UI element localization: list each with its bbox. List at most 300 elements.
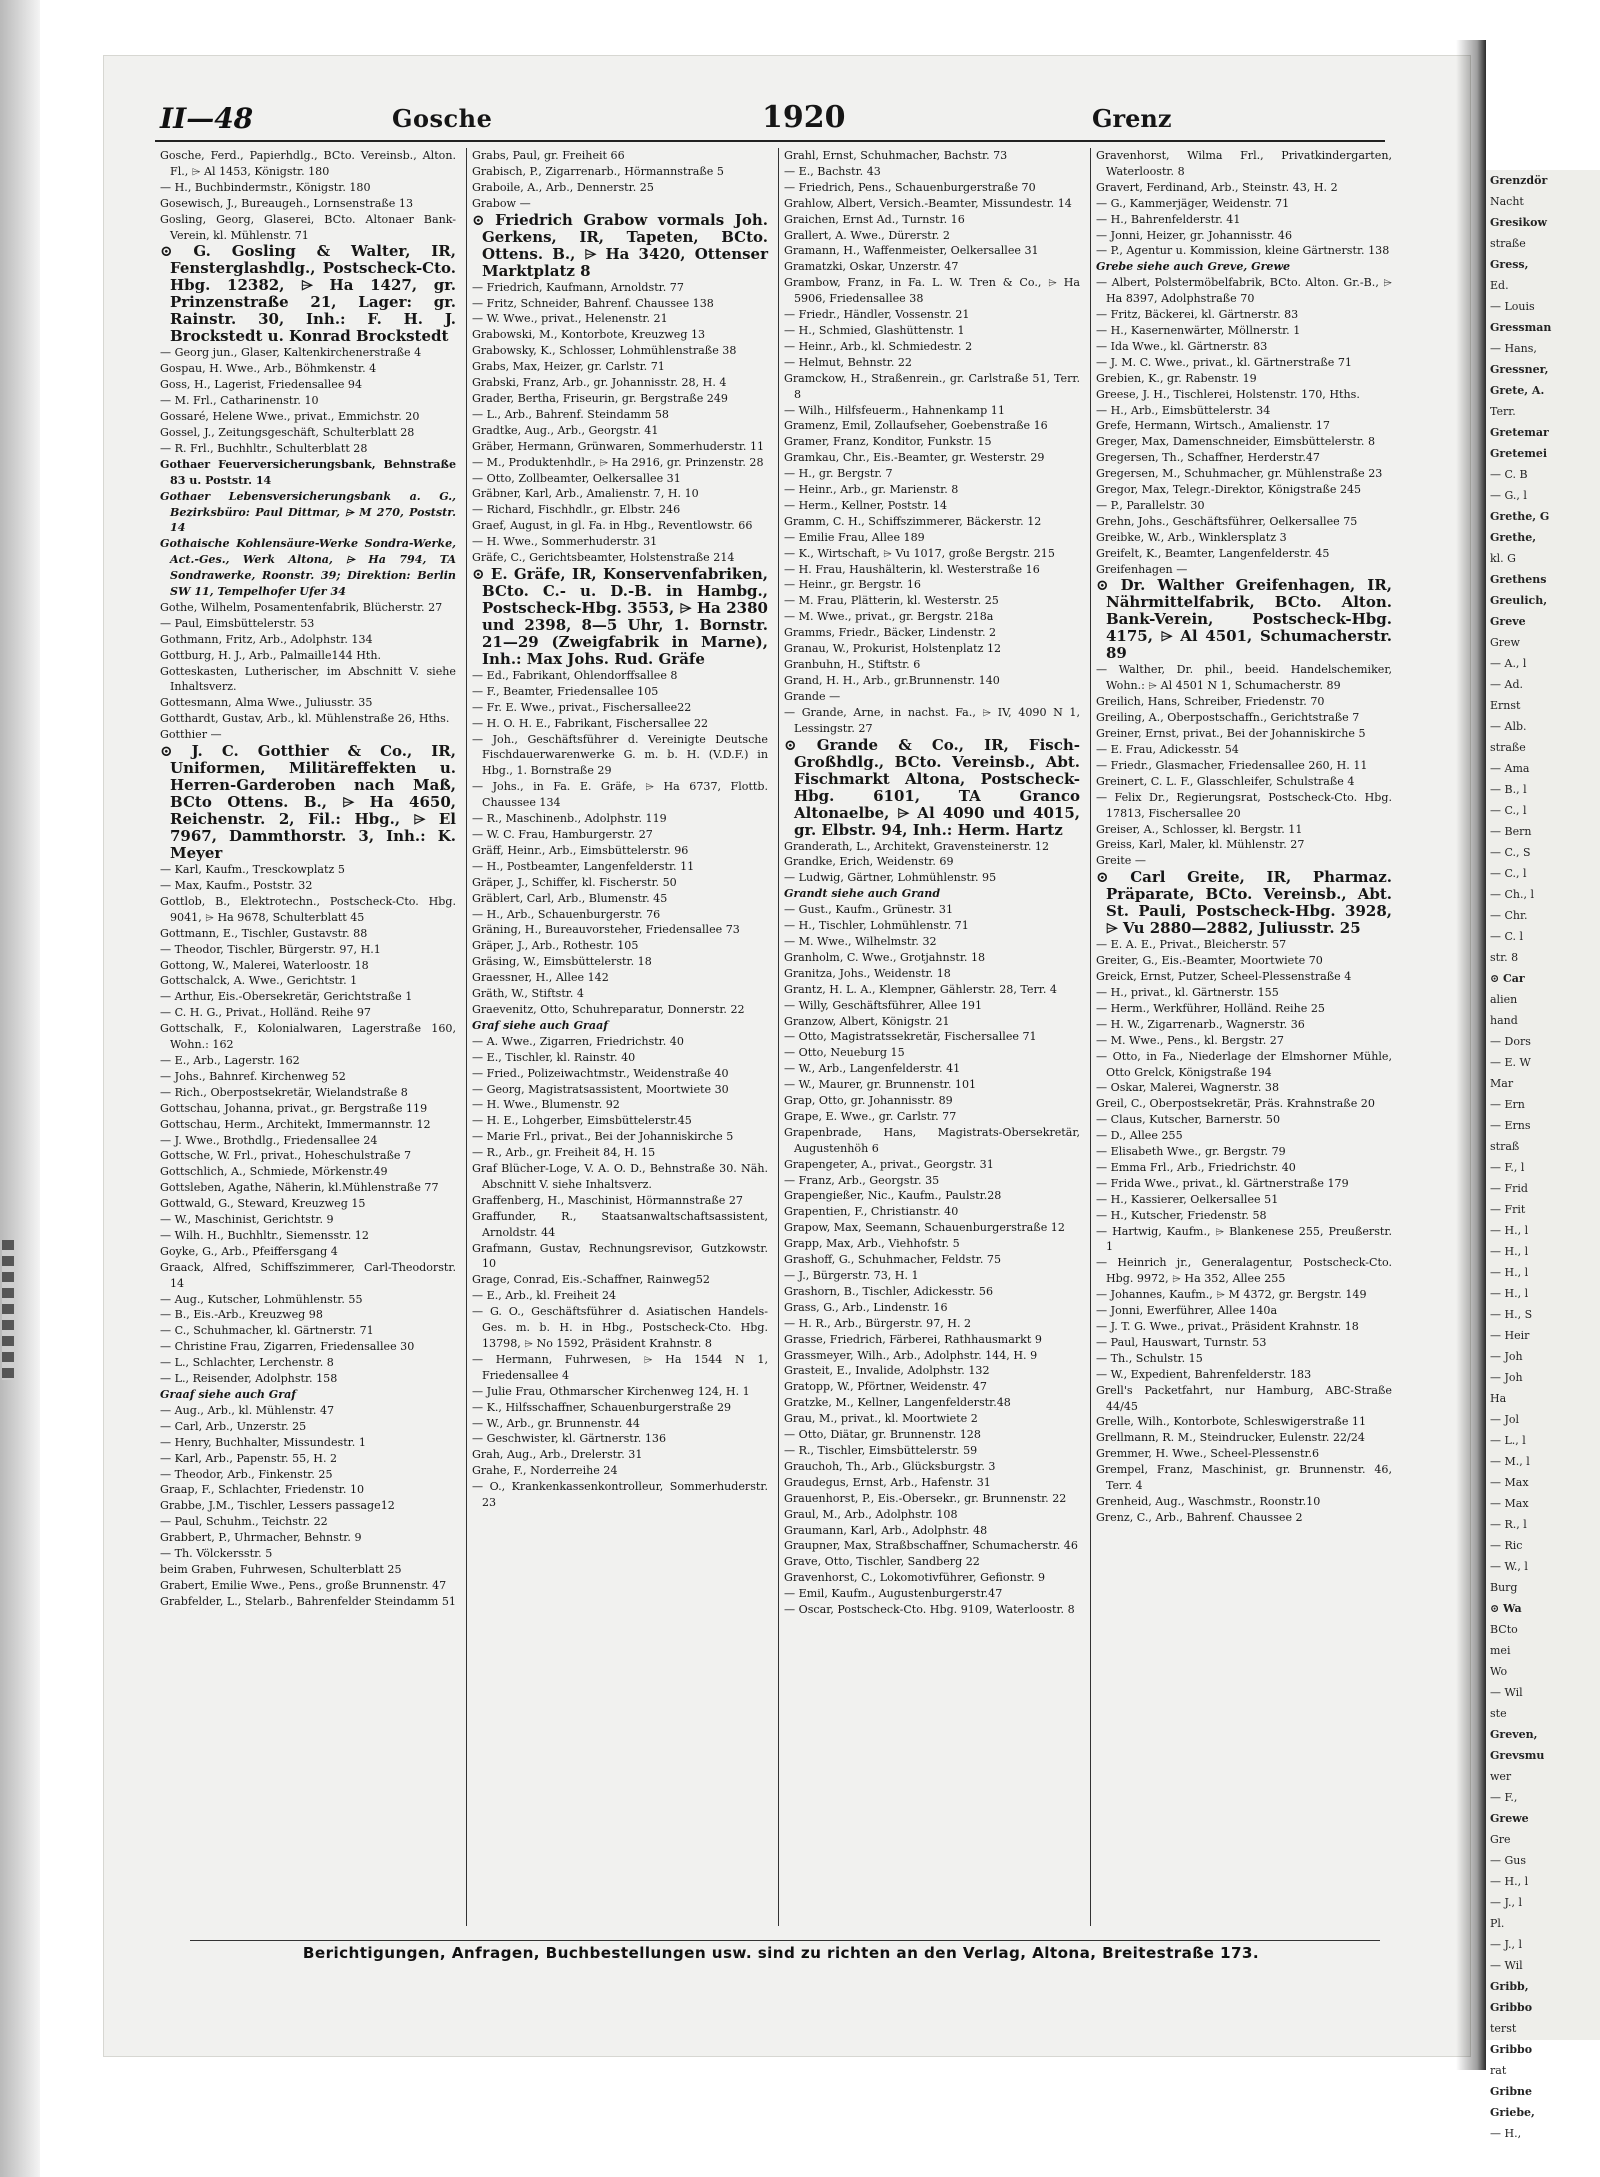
directory-columns: [160, 148, 1396, 1940]
directory-entry: Grandt siehe auch Grand: [784, 887, 941, 901]
facing-page-line: Gressman: [1490, 321, 1552, 334]
directory-entry: — Ludwig, Gärtner, Lohmühlenstr. 95: [784, 871, 997, 885]
directory-entry: Gräth, W., Stiftstr. 4: [472, 987, 584, 1001]
directory-entry: — Emma Frl., Arb., Friedrichstr. 40: [1096, 1160, 1296, 1174]
directory-entry: — Felix Dr., Regierungsrat, Postscheck-Cto. Hbg. 17813, Fischersallee 20: [1096, 790, 1392, 820]
directory-entry: Grauchoh, Th., Arb., Glücksburgstr. 3: [784, 1459, 996, 1473]
directory-entry: — J. M. C. Wwe., privat., kl. Gärtnerstraße 71: [1096, 355, 1352, 369]
directory-entry: Gregersen, M., Schuhmacher, gr. Mühlenstraße 23: [1096, 467, 1383, 481]
directory-entry: Graap, F., Schlachter, Friedenstr. 10: [160, 1483, 365, 1497]
facing-page-line: — C. B: [1490, 468, 1528, 481]
directory-entry: Gräning, H., Bureauvorsteher, Friedensallee 73: [472, 923, 740, 937]
directory-entry: — Johs., Bahnref. Kirchenweg 52: [160, 1069, 346, 1083]
directory-entry: Grabbe, J.M., Tischler, Lessers passage12: [160, 1499, 395, 1513]
facing-page-line: Gresikow: [1490, 216, 1547, 229]
facing-page-line: — Heir: [1490, 1329, 1530, 1342]
facing-page-line: — Wil: [1490, 1686, 1523, 1699]
directory-entry: — H., Buchbindermstr., Königstr. 180: [160, 180, 371, 194]
directory-entry: Gottschau, Herm., Architekt, Immermannstr. 12: [160, 1117, 431, 1131]
directory-entry: — H., Kasernenwärter, Möllnerstr. 1: [1096, 323, 1301, 337]
facing-page-line: Ha: [1490, 1392, 1507, 1405]
directory-entry: Greil, C., Oberpostsekretär, Präs. Krahnstraße 20: [1096, 1097, 1375, 1111]
directory-entry: — Ida Wwe., kl. Gärtnerstr. 83: [1096, 339, 1268, 353]
facing-page-line: — C., S: [1490, 846, 1531, 859]
directory-entry: — Oscar, Postscheck-Cto. Hbg. 9109, Waterloostr. 8: [784, 1603, 1075, 1617]
facing-page-line: Gribne: [1490, 2085, 1533, 2098]
directory-entry: Gottschalk, F., Kolonialwaren, Lagerstraße 160, Wohn.: 162: [160, 1022, 456, 1052]
directory-entry: Greite —: [1096, 854, 1146, 868]
directory-entry: — Ed., Fabrikant, Ohlendorffsallee 8: [472, 668, 678, 682]
directory-entry: — Christine Frau, Zigarren, Friedensallee 30: [160, 1340, 415, 1354]
directory-entry: Grabowski, M., Kontorbote, Kreuzweg 13: [472, 328, 706, 342]
directory-entry: Grabbert, P., Uhrmacher, Behnstr. 9: [160, 1531, 362, 1545]
directory-entry: ⊙ G. Gosling & Walter, IR, Fensterglashdlg., Postscheck-Cto. Hbg. 12382, ⌲ Ha 1427, gr. Prinzenstraße 21, Lager: gr. Rainstr. 30, Inh.: F. H. J. Brockstedt u. Konrad Brockstedt: [160, 242, 456, 346]
directory-entry: Gräper, J., Schiffer, kl. Fischerstr. 50: [472, 875, 677, 889]
directory-entry: Grempel, Franz, Maschinist, gr. Brunnenstr. 46, Terr. 4: [1096, 1463, 1392, 1493]
facing-page-line: — H., l: [1490, 1875, 1529, 1888]
facing-page-line: — Alb.: [1490, 720, 1527, 733]
directory-entry: — Heinr., gr. Bergstr. 16: [784, 578, 921, 592]
scan-left-edge: [0, 0, 40, 2177]
facing-page-line: — Dors: [1490, 1035, 1531, 1048]
directory-entry: — Friedr., Händler, Vossenstr. 21: [784, 308, 970, 322]
directory-entry: — H. E., Lohgerber, Eimsbüttelerstr.45: [472, 1114, 692, 1128]
directory-entry: Grapengeter, A., privat., Georgstr. 31: [784, 1157, 994, 1171]
directory-entry: Grahl, Ernst, Schuhmacher, Bachstr. 73: [784, 149, 1008, 162]
facing-page-line: — Max: [1490, 1476, 1529, 1489]
directory-entry: Graaf siehe auch Graf: [160, 1388, 297, 1401]
directory-entry: Grashoff, G., Schuhmacher, Feldstr. 75: [784, 1253, 1002, 1267]
directory-entry: — Elisabeth Wwe., gr. Bergstr. 79: [1096, 1145, 1286, 1159]
directory-entry: Gravenhorst, C., Lokomotivführer, Gefionstr. 9: [784, 1571, 1046, 1585]
facing-page-line: BCto: [1490, 1623, 1518, 1636]
facing-page-line: — Wil: [1490, 1959, 1523, 1972]
directory-entry: — Johs., in Fa. E. Gräfe, ⌲ Ha 6737, Flottb. Chaussee 134: [472, 780, 768, 810]
directory-entry: Gräber, Hermann, Grünwaren, Sommerhuderstr. 11: [472, 439, 765, 453]
facing-page-line: — C., l: [1490, 804, 1527, 817]
directory-entry: — Helmut, Behnstr. 22: [784, 355, 912, 369]
facing-page-line: — Gus: [1490, 1854, 1527, 1867]
footer-rule: [190, 1940, 1380, 1941]
directory-entry: — H., Kutscher, Friedenstr. 58: [1096, 1208, 1267, 1222]
directory-entry: Grenz, C., Arb., Bahrenf. Chaussee 2: [1096, 1510, 1303, 1524]
directory-entry: Gregersen, Th., Schaffner, Herderstr.47: [1096, 451, 1320, 465]
book-gutter-shadow: [1456, 40, 1486, 2070]
facing-page-line: Gressner,: [1490, 363, 1549, 376]
facing-page-line: — H.,: [1490, 2127, 1522, 2140]
directory-entry: Graudegus, Ernst, Arb., Hafenstr. 31: [784, 1475, 991, 1489]
facing-page-line: Nacht: [1490, 195, 1524, 208]
directory-entry: Goyke, G., Arb., Pfeiffersgang 4: [160, 1244, 338, 1258]
directory-entry: — J. Wwe., Brothdlg., Friedensallee 24: [160, 1133, 378, 1147]
directory-entry: Gräff, Heinr., Arb., Eimsbüttelerstr. 96: [472, 843, 689, 857]
directory-entry: — K., Hilfsschaffner, Schauenburgerstraße 29: [472, 1400, 732, 1414]
directory-entry: Greiling, A., Oberpostschaffn., Gerichtstraße 7: [1096, 711, 1360, 725]
facing-page-line: — Ric: [1490, 1539, 1523, 1552]
directory-entry: Grafmann, Gustav, Rechnungsrevisor, Gutzkowstr. 10: [472, 1241, 768, 1271]
directory-entry: Grabs, Max, Heizer, gr. Carlstr. 71: [472, 360, 665, 374]
directory-entry: — Paul, Eimsbüttelerstr. 53: [160, 616, 315, 630]
directory-entry: Gramer, Franz, Konditor, Funkstr. 15: [784, 435, 992, 449]
directory-entry: Gottesmann, Alma Wwe., Juliusstr. 35: [160, 696, 373, 710]
facing-page-line: Grethe, G: [1490, 510, 1550, 523]
facing-page-line: — H., l: [1490, 1287, 1529, 1300]
directory-entry: Grandke, Erich, Weidenstr. 69: [784, 855, 954, 869]
directory-entry: — E. A. E., Privat., Bleicherstr. 57: [1096, 938, 1287, 952]
facing-page-line: Burg: [1490, 1581, 1518, 1594]
directory-entry: Grabski, Franz, Arb., gr. Johannisstr. 28, H. 4: [472, 376, 727, 390]
facing-page-fragment: [1486, 170, 1600, 2140]
directory-entry: — W., Expedient, Bahrenfelderstr. 183: [1096, 1367, 1312, 1381]
facing-page-line: Grete, A.: [1490, 384, 1545, 397]
facing-page-line: — C., l: [1490, 867, 1527, 880]
directory-entry: Gottmann, E., Tischler, Gustavstr. 88: [160, 926, 368, 940]
directory-entry: Gräfe, C., Gerichtsbeamter, Holstenstraße 214: [472, 551, 735, 565]
facing-page-line: — Bern: [1490, 825, 1532, 838]
directory-entry: Gottschau, Johanna, privat., gr. Bergstraße 119: [160, 1101, 428, 1115]
directory-entry: Granau, W., Prokurist, Holstenplatz 12: [784, 642, 1002, 656]
directory-entry: — Herm., Kellner, Poststr. 14: [784, 498, 948, 512]
directory-entry: — M. Wwe., Pens., kl. Bergstr. 27: [1096, 1033, 1284, 1047]
directory-entry: — Frida Wwe., privat., kl. Gärtnerstraße 179: [1096, 1176, 1349, 1190]
directory-entry: ⊙ Dr. Walther Greifenhagen, IR, Nährmittelfabrik, BCto. Alton. Bank-Verein, Postscheck-Hbg. 4175, ⌲ Al 4501, Schumacherstr. 89: [1096, 576, 1392, 663]
directory-entry: — J., Bürgerstr. 73, H. 1: [784, 1269, 919, 1282]
page-header: [160, 98, 1440, 138]
directory-entry: — E., Bachstr. 43: [784, 164, 881, 178]
directory-entry: — Hermann, Fuhrwesen, ⌲ Ha 1544 N 1, Friedensallee 4: [472, 1352, 768, 1382]
directory-entry: Gräper, J., Arb., Rothestr. 105: [472, 939, 639, 953]
directory-entry: — Franz, Arb., Georgstr. 35: [784, 1173, 940, 1187]
header-rule: [155, 140, 1385, 142]
directory-entry: — Heinrich jr., Generalagentur, Postscheck-Cto. Hbg. 9972, ⌲ Ha 352, Allee 255: [1096, 1256, 1392, 1286]
directory-entry: Grashorn, B., Tischler, Adickesstr. 56: [784, 1284, 994, 1298]
directory-entry: Gothaer Feuerversicherungsbank, Behnstraße 83 u. Poststr. 14: [160, 457, 456, 487]
facing-page-line: ⊙ Car: [1490, 972, 1525, 985]
facing-page-line: — H., l: [1490, 1224, 1529, 1237]
directory-entry: — H., Postbeamter, Langenfelderstr. 11: [472, 859, 695, 873]
directory-entry: — H., privat., kl. Gärtnerstr. 155: [1096, 985, 1279, 999]
facing-page-line: Griebe,: [1490, 2106, 1535, 2119]
directory-entry: Grass, G., Arb., Lindenstr. 16: [784, 1300, 948, 1314]
facing-page-line: — R., l: [1490, 1518, 1527, 1531]
directory-entry: Gramm, C. H., Schiffszimmerer, Bäckerstr. 12: [784, 514, 1042, 528]
directory-entry: — Paul, Schuhm., Teichstr. 22: [160, 1515, 328, 1529]
directory-entry: Grah, Aug., Arb., Drelerstr. 31: [472, 1448, 643, 1462]
directory-entry: Gothaer Lebensversicherungsbank a. G., Bezirksbüro: Paul Dittmar, ⌲ M 270, Poststr. 14: [160, 489, 456, 535]
directory-entry: Gramenz, Emil, Zollaufseher, Goebenstraße 16: [784, 419, 1048, 433]
directory-entry: — H., Arb., Schauenburgerstr. 76: [472, 907, 661, 921]
facing-page-line: — Frit: [1490, 1203, 1526, 1216]
facing-page-line: — M., l: [1490, 1455, 1530, 1468]
directory-entry: — Arthur, Eis.-Obersekretär, Gerichtstraße 1: [160, 990, 413, 1004]
header-year: 1920: [762, 100, 846, 135]
directory-entry: Greinert, C. L. F., Glasschleifer, Schulstraße 4: [1096, 774, 1355, 788]
directory-entry: — Aug., Kutscher, Lohmühlenstr. 55: [160, 1292, 363, 1306]
directory-entry: Gramckow, H., Straßenrein., gr. Carlstraße 51, Terr. 8: [784, 371, 1080, 401]
directory-entry: — W., Arb., Langenfelderstr. 41: [784, 1062, 961, 1076]
directory-entry: Gramms, Friedr., Bäcker, Lindenstr. 2: [784, 626, 997, 640]
directory-entry: ⊙ Friedrich Grabow vormals Joh. Gerkens, IR, Tapeten, BCto. Ottens. B., ⌲ Ha 3420, Ottenser Marktplatz 8: [472, 210, 768, 280]
directory-entry: — Friedrich, Pens., Schauenburgerstraße 70: [784, 180, 1036, 194]
directory-entry: Gosewisch, J., Bureaugeh., Lornsenstraße 13: [160, 196, 414, 210]
directory-entry: — Heinr., Arb., gr. Marienstr. 8: [784, 483, 959, 497]
directory-entry: — Fr. E. Wwe., privat., Fischersallee22: [472, 700, 692, 714]
directory-entry: — H., gr. Bergstr. 7: [784, 467, 893, 481]
facing-page-line: Grew: [1490, 636, 1520, 649]
directory-entry: — Carl, Arb., Unzerstr. 25: [160, 1419, 307, 1433]
directory-entry: — H., Bahrenfelderstr. 41: [1096, 212, 1241, 226]
directory-entry: — Grande, Arne, in nachst. Fa., ⌲ IV, 4090 N 1, Lessingstr. 27: [784, 705, 1080, 735]
directory-entry: — Fried., Polizeiwachtmstr., Weidenstraße 40: [472, 1066, 729, 1080]
directory-entry: — E., Arb., kl. Freiheit 24: [472, 1289, 617, 1303]
directory-entry: Gratopp, W., Pförtner, Weidenstr. 47: [784, 1380, 987, 1394]
directory-entry: — Claus, Kutscher, Barnerstr. 50: [1096, 1113, 1281, 1127]
facing-page-line: — H., l: [1490, 1266, 1529, 1279]
directory-entry: Grauenhorst, P., Eis.-Obersekr., gr. Brunnenstr. 22: [784, 1491, 1067, 1505]
directory-entry: Gregor, Max, Telegr.-Direktor, Königstraße 245: [1096, 483, 1362, 497]
directory-entry: — Paul, Hauswart, Turnstr. 53: [1096, 1335, 1267, 1349]
directory-entry: Grahlow, Albert, Versich.-Beamter, Missundestr. 14: [784, 196, 1072, 210]
directory-entry: — Oskar, Malerei, Wagnerstr. 38: [1096, 1081, 1280, 1095]
directory-entry: Greifenhagen —: [1096, 562, 1188, 576]
directory-entry: — Theodor, Arb., Finkenstr. 25: [160, 1467, 333, 1481]
directory-entry: Grabfelder, L., Stelarb., Bahrenfelder Steindamm 51: [160, 1594, 456, 1608]
directory-entry: — Jonni, Heizer, gr. Johannisstr. 46: [1096, 228, 1293, 242]
directory-entry: Greifelt, K., Beamter, Langenfelderstr. 45: [1096, 546, 1330, 560]
directory-entry: Grave, Otto, Tischler, Sandberg 22: [784, 1555, 980, 1569]
directory-entry: Greese, J. H., Tischlerei, Holstenstr. 170, Hths.: [1096, 387, 1360, 401]
directory-entry: Greger, Max, Damenschneider, Eimsbüttelerstr. 8: [1096, 435, 1376, 449]
header-first-keyword: Gosche: [392, 104, 493, 133]
directory-entry: Grand, H. H., Arb., gr.Brunnenstr. 140: [784, 673, 1000, 687]
directory-entry: — Julie Frau, Othmarscher Kirchenweg 124, H. 1: [472, 1384, 750, 1398]
directory-entry: Grage, Conrad, Eis.-Schaffner, Rainweg52: [472, 1273, 710, 1287]
directory-entry: Graffenberg, H., Maschinist, Hörmannstraße 27: [472, 1193, 743, 1207]
facing-page-line: Gretemei: [1490, 447, 1548, 460]
directory-entry: Graumann, Karl, Arb., Adolphstr. 48: [784, 1523, 988, 1537]
directory-entry: — R. Frl., Buchhltr., Schulterblatt 28: [160, 441, 368, 455]
directory-entry: — Johannes, Kaufm., ⌲ M 4372, gr. Bergstr. 149: [1096, 1288, 1367, 1302]
directory-entry: — G. O., Geschäftsführer d. Asiatischen Handels-Ges. m. b. H. in Hbg., Postscheck-Cto. Hbg. 13798, ⌲ No 1592, Präsident Krahnstr. 8: [472, 1305, 768, 1350]
directory-entry: Gotthier —: [160, 728, 222, 742]
directory-entry: Grebien, K., gr. Rabenstr. 19: [1096, 371, 1257, 385]
directory-entry: Graboile, A., Arb., Dennerstr. 25: [472, 180, 654, 194]
directory-entry: Grabow —: [472, 196, 531, 210]
directory-entry: — Th. Völckersstr. 5: [160, 1547, 273, 1561]
facing-page-line: Terr.: [1490, 405, 1516, 418]
directory-entry: ⊙ J. C. Gotthier & Co., IR, Uniformen, Militäreffekten u. Herren-Garderoben nach Maß, BCto Ottens. B., ⌲ Ha 4650, Reichenstr. 2, Fil.: Hbg., ⌲ El 7967, Dammthorstr. 3, Inh.: K. Meyer: [160, 742, 456, 863]
directory-entry: — Albert, Polstermöbelfabrik, BCto. Alton. Gr.-B., ⌲ Ha 8397, Adolphstraße 70: [1096, 276, 1392, 306]
facing-page-line: Pl.: [1490, 1917, 1505, 1930]
facing-page-line: — G., l: [1490, 489, 1527, 502]
directory-entry: Grallert, A. Wwe., Dürerstr. 2: [784, 228, 950, 242]
directory-entry: — G., Kammerjäger, Weidenstr. 71: [1096, 196, 1290, 210]
directory-entry: — R., Tischler, Eimsbüttelerstr. 59: [784, 1443, 978, 1457]
directory-entry: — W., Arb., gr. Brunnenstr. 44: [472, 1416, 640, 1430]
facing-page-line: Ernst: [1490, 699, 1521, 712]
directory-entry: Granderath, L., Architekt, Gravensteinerstr. 12: [784, 839, 1050, 853]
directory-entry: Gothaische Kohlensäure-Werke Sondra-Werke, Act.-Ges., Werk Altona, ⌲ Ha 794, TA Sondrawerke, Roonstr. 39; Direktion: Berlin SW 11, Tempelhofer Ufer 34: [160, 537, 456, 599]
directory-entry: Gossaré, Helene Wwe., privat., Emmichstr. 20: [160, 410, 420, 424]
directory-entry: Graevenitz, Otto, Schuhreparatur, Donnerstr. 22: [472, 1002, 745, 1016]
directory-entry: Gospau, H. Wwe., Arb., Böhmkenstr. 4: [160, 362, 377, 376]
facing-page-line: wer: [1490, 1770, 1512, 1783]
directory-entry: Granbuhn, H., Stiftstr. 6: [784, 658, 921, 671]
directory-entry: Gottlob, B., Elektrotechn., Postscheck-Cto. Hbg. 9041, ⌲ Ha 9678, Schulterblatt 45: [160, 894, 456, 924]
directory-entry: Greiss, Karl, Maler, kl. Mühlenstr. 27: [1096, 838, 1305, 852]
facing-page-line: — H., S: [1490, 1308, 1533, 1321]
facing-page-line: — F.,: [1490, 1791, 1518, 1804]
directory-entry: — Karl, Arb., Papenstr. 55, H. 2: [160, 1451, 338, 1465]
directory-entry: — D., Allee 255: [1096, 1129, 1183, 1143]
facing-page-line: ste: [1490, 1707, 1507, 1720]
directory-entry: — J. T. G. Wwe., privat., Präsident Krahnstr. 18: [1096, 1320, 1359, 1333]
directory-entry: Grapow, Max, Seemann, Schauenburgerstraße 12: [784, 1221, 1065, 1235]
facing-page-line: kl. G: [1490, 552, 1516, 565]
directory-entry: Gosche, Ferd., Papierhdlg., BCto. Vereinsb., Alton. Fl., ⌲ Al 1453, Königstr. 180: [160, 149, 456, 178]
directory-entry: Grabisch, P., Zigarrenarb., Hörmannstraße 5: [472, 164, 724, 178]
facing-page-line: — Joh: [1490, 1371, 1523, 1384]
facing-page-line: Greven,: [1490, 1728, 1538, 1741]
directory-entry: — Wilh., Hilfsfeuerm., Hahnenkamp 11: [784, 403, 1005, 417]
directory-entry: — Otto, Zollbeamter, Oelkersallee 31: [472, 471, 681, 485]
directory-entry: Grabowsky, K., Schlosser, Lohmühlenstraße 38: [472, 344, 737, 358]
directory-entry: Grap, Otto, gr. Johannisstr. 89: [784, 1094, 953, 1108]
directory-entry: Graichen, Ernst Ad., Turnstr. 16: [784, 212, 965, 226]
facing-page-line: — J., l: [1490, 1938, 1523, 1951]
facing-page-line: — J., l: [1490, 1896, 1523, 1909]
directory-entry: — W. C. Frau, Hamburgerstr. 27: [472, 828, 653, 841]
facing-page-line: — Ern: [1490, 1098, 1525, 1111]
directory-entry: — Wilh. H., Buchhltr., Siemensstr. 12: [160, 1228, 369, 1242]
directory-entry: — Friedr., Glasmacher, Friedensallee 260, H. 11: [1096, 758, 1368, 772]
directory-entry: — Richard, Fischhdlr., gr. Elbstr. 246: [472, 503, 681, 517]
directory-entry: — Otto, Magistratssekretär, Fischersallee 71: [784, 1030, 1037, 1044]
directory-entry: Gossel, J., Zeitungsgeschäft, Schulterblatt 28: [160, 425, 415, 439]
directory-entry: Grapengießer, Nic., Kaufm., Paulstr.28: [784, 1189, 1002, 1203]
directory-entry: Graessner, H., Allee 142: [472, 971, 609, 985]
directory-entry: Gotteskasten, Lutherischer, im Abschnitt V. siehe Inhaltsverz.: [160, 664, 456, 694]
directory-entry: Granholm, C. Wwe., Grotjahnstr. 18: [784, 950, 986, 964]
facing-page-line: Grethe,: [1490, 531, 1537, 544]
directory-entry: Gottsche, W. Frl., privat., Hoheschulstraße 7: [160, 1149, 412, 1163]
directory-entry: — H. R., Arb., Bürgerstr. 97, H. 2: [784, 1316, 972, 1330]
directory-entry: — Max, Kaufm., Poststr. 32: [160, 879, 313, 892]
directory-entry: Graupner, Max, Straßbschaffner, Schumacherstr. 46: [784, 1539, 1078, 1553]
facing-page-line: str. 8: [1490, 951, 1519, 964]
directory-column-4: [1096, 148, 1392, 1940]
directory-entry: Gothmann, Fritz, Arb., Adolphstr. 134: [160, 632, 373, 646]
facing-page-line: — Louis: [1490, 300, 1535, 313]
directory-entry: Grehn, Johs., Geschäftsführer, Oelkersallee 75: [1096, 514, 1358, 528]
directory-entry: Grau, M., privat., kl. Moortwiete 2: [784, 1412, 978, 1426]
directory-entry: Gotthardt, Gustav, Arb., kl. Mühlenstraße 26, Hths.: [160, 712, 450, 726]
directory-entry: — O., Krankenkassenkontrolleur, Sommerhuderstr. 23: [472, 1480, 768, 1510]
directory-entry: Gottong, W., Malerei, Waterloostr. 18: [160, 958, 369, 972]
directory-entry: ⊙ Grande & Co., IR, Fisch-Großhdlg., BCto. Vereinsb., Abt. Fischmarkt Altona, Postscheck-Hbg. 6101, TA Granco Altonaelbe, ⌲ Al 4090 und 4015, gr. Elbstr. 94, Inh.: Herm. Hartz: [784, 735, 1080, 839]
directory-entry: Grape, E. Wwe., gr. Carlstr. 77: [784, 1109, 957, 1123]
directory-entry: Greilich, Hans, Schreiber, Friedenstr. 70: [1096, 695, 1325, 709]
facing-page-line: rat: [1490, 2064, 1507, 2077]
facing-page-line: Wo: [1490, 1665, 1508, 1678]
directory-entry: — M., Produktenhdlr., ⌲ Ha 2916, gr. Prinzenstr. 28: [472, 455, 764, 469]
facing-page-line: — Ad.: [1490, 678, 1523, 691]
directory-entry: Greibke, W., Arb., Winklersplatz 3: [1096, 530, 1287, 544]
facing-page-line: — Erns: [1490, 1119, 1531, 1132]
directory-entry: — L., Arb., Bahrenf. Steindamm 58: [472, 407, 669, 421]
directory-entry: — Georg, Magistratsassistent, Moortwiete 30: [472, 1082, 729, 1096]
directory-entry: — Karl, Kaufm., Tresckowplatz 5: [160, 863, 345, 877]
facing-page-line: — B., l: [1490, 783, 1527, 796]
directory-entry: — H. Wwe., Sommerhuderstr. 31: [472, 535, 658, 549]
facing-page-line: — E. W: [1490, 1056, 1531, 1069]
directory-entry: — Theodor, Tischler, Bürgerstr. 97, H.1: [160, 942, 381, 956]
directory-entry: — Fritz, Schneider, Bahrenf. Chaussee 138: [472, 296, 714, 310]
directory-entry: Gravenhorst, Wilma Frl., Privatkindergarten, Waterloostr. 8: [1096, 149, 1392, 178]
directory-entry: — Emilie Frau, Allee 189: [784, 530, 925, 544]
directory-entry: Grambow, Franz, in Fa. L. W. Tren & Co., ⌲ Ha 5906, Friedensallee 38: [784, 276, 1080, 306]
directory-entry: — W., Maschinist, Gerichtstr. 9: [160, 1213, 334, 1227]
directory-entry: — R., Arb., gr. Freiheit 84, H. 15: [472, 1146, 656, 1160]
facing-page-line: Gribbo: [1490, 2001, 1533, 2014]
directory-entry: Gravert, Ferdinand, Arb., Steinstr. 43, H. 2: [1096, 180, 1338, 194]
directory-entry: Grasteit, E., Invalide, Adolphstr. 132: [784, 1364, 990, 1378]
directory-entry: Gramkau, Chr., Eis.-Beamter, gr. Westerstr. 29: [784, 451, 1045, 465]
facing-page-line: ⊙ Wa: [1490, 1602, 1522, 1615]
directory-entry: — Geschwister, kl. Gärtnerstr. 136: [472, 1432, 667, 1446]
directory-entry: — Emil, Kaufm., Augustenburgerstr.47: [784, 1587, 1003, 1601]
directory-entry: — H., Schmied, Glashüttenstr. 1: [784, 323, 965, 337]
bleed-through-mark: [2, 1240, 14, 1380]
directory-entry: — C., Schuhmacher, kl. Gärtnerstr. 71: [160, 1324, 374, 1338]
facing-page-line: — H., l: [1490, 1245, 1529, 1258]
directory-entry: Gottschalck, A. Wwe., Gerichtstr. 1: [160, 974, 358, 988]
directory-entry: — C. H. G., Privat., Holländ. Reihe 97: [160, 1006, 371, 1020]
directory-entry: Graack, Alfred, Schiffszimmerer, Carl-Theodorstr. 14: [160, 1260, 456, 1290]
directory-entry: — M. Frl., Catharinenstr. 10: [160, 394, 319, 408]
facing-page-line: straße: [1490, 741, 1526, 754]
directory-entry: Grell's Packetfahrt, nur Hamburg, ABC-Straße 44/45: [1096, 1383, 1392, 1413]
facing-page-line: — Hans,: [1490, 342, 1537, 355]
directory-entry: — Aug., Arb., kl. Mühlenstr. 47: [160, 1403, 335, 1417]
directory-entry: Granzow, Albert, Königstr. 21: [784, 1014, 950, 1028]
directory-entry: Graul, M., Arb., Adolphstr. 108: [784, 1507, 958, 1521]
directory-entry: — Joh., Geschäftsführer d. Vereinigte Deutsche Fischdauerwarenwerke G. m. b. H. (V.D.F.) in Hbg., 1. Bornstraße 29: [472, 732, 768, 778]
directory-entry: — W., Maurer, gr. Brunnenstr. 101: [784, 1078, 977, 1092]
directory-entry: Greiser, A., Schlosser, kl. Bergstr. 11: [1096, 822, 1303, 836]
directory-entry: Gottburg, H. J., Arb., Palmaille144 Hth.: [160, 648, 382, 662]
directory-entry: Gradtke, Aug., Arb., Georgstr. 41: [472, 423, 659, 437]
directory-entry: ⊙ E. Gräfe, IR, Konservenfabriken, BCto. C.- u. D.-B. in Hambg., Postscheck-Hbg. 3553, ⌲ Ha 2380 und 2398, 8—5 Uhr, 1. Bornstr. 21—29 (Zweigfabrik in Marne), Inh.: Max Johs. Rud. Gräfe: [472, 564, 768, 668]
facing-page-line: Greve: [1490, 615, 1526, 628]
directory-entry: — Otto, in Fa., Niederlage der Elmshorner Mühle, Otto Grelck, Königstraße 194: [1096, 1049, 1392, 1079]
directory-entry: Grabs, Paul, gr. Freiheit 66: [472, 149, 625, 162]
directory-entry: — E. Frau, Adickesstr. 54: [1096, 743, 1239, 756]
directory-entry: Grasse, Friedrich, Färberei, Rathhausmarkt 9: [784, 1332, 1042, 1346]
directory-entry: — Georg jun., Glaser, Kaltenkirchenerstraße 4: [160, 346, 422, 360]
directory-column-2: [472, 148, 768, 1940]
facing-page-line: straß: [1490, 1140, 1520, 1153]
page-number: II—48: [160, 102, 254, 135]
facing-page-line: Grenzdör: [1490, 174, 1548, 187]
directory-entry: Greick, Ernst, Putzer, Scheel-Plessenstraße 4: [1096, 970, 1352, 984]
directory-entry: — H., Tischler, Lohmühlenstr. 71: [784, 919, 969, 933]
facing-page-line: alien: [1490, 993, 1518, 1006]
directory-entry: — W. Wwe., privat., Helenenstr. 21: [472, 312, 668, 326]
directory-column-1: [160, 148, 456, 1940]
directory-entry: Gratzke, M., Kellner, Langenfelderstr.48: [784, 1396, 1011, 1410]
directory-entry: Grantz, H. L. A., Klempner, Gählerstr. 28, Terr. 4: [784, 982, 1057, 996]
